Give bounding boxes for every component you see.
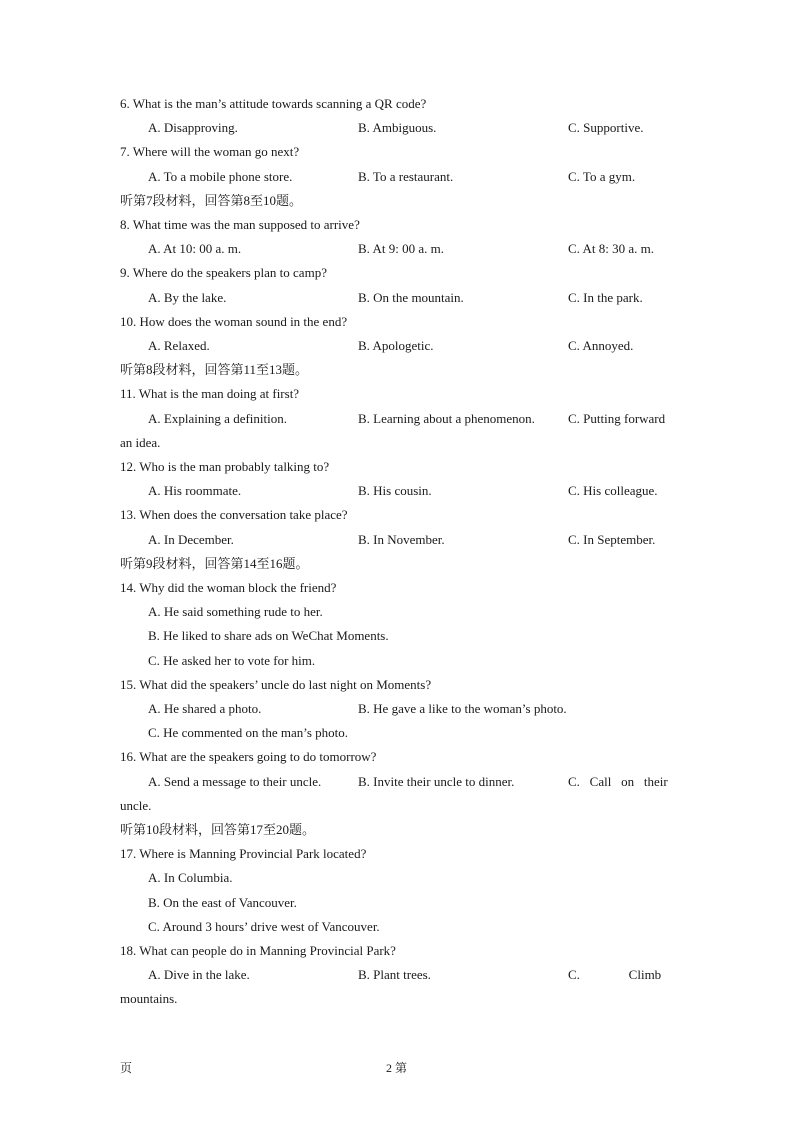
answer-option-c: C. Climb xyxy=(568,967,662,982)
answer-option-c: C. His colleague. xyxy=(568,483,658,498)
answer-option: B. He liked to share ads on WeChat Moments. xyxy=(148,628,389,643)
answer-option-b: B. To a restaurant. xyxy=(358,169,454,184)
answer-option-a: A. At 10: 00 a. m. xyxy=(148,241,242,256)
section-heading: 听第8段材料，回答第11至13题。 xyxy=(120,362,309,377)
answer-option-c: C. At 8: 30 a. m. xyxy=(568,241,654,256)
answer-option-b: B. He gave a like to the woman’s photo. xyxy=(358,701,567,716)
question-text: 13. When does the conversation take place? xyxy=(120,507,348,522)
answer-option-b: B. In November. xyxy=(358,532,445,547)
option-continuation: mountains. xyxy=(120,991,178,1006)
question-text: 8. What time was the man supposed to arrive? xyxy=(120,217,360,232)
question-text: 11. What is the man doing at first? xyxy=(120,386,300,401)
answer-option-b: B. His cousin. xyxy=(358,483,432,498)
question-text: 16. What are the speakers going to do tomorrow? xyxy=(120,749,377,764)
option-continuation: an idea. xyxy=(120,435,161,450)
answer-option-c: C. Call on their xyxy=(568,774,668,789)
answer-option-c: C. In September. xyxy=(568,532,656,547)
question-text: 9. Where do the speakers plan to camp? xyxy=(120,265,327,280)
answer-option-c: C. Putting forward xyxy=(568,411,666,426)
section-heading: 听第9段材料，回答第14至16题。 xyxy=(120,556,309,571)
answer-option-b: B. On the mountain. xyxy=(358,290,464,305)
question-text: 14. Why did the woman block the friend? xyxy=(120,580,337,595)
question-text: 6. What is the man’s attitude towards scanning a QR code? xyxy=(120,96,427,111)
answer-option: A. In Columbia. xyxy=(148,870,233,885)
answer-option-c: C. In the park. xyxy=(568,290,643,305)
answer-option-a: A. Send a message to their uncle. xyxy=(148,774,322,789)
answer-option-b: B. Ambiguous. xyxy=(358,120,437,135)
footer-page-label: 页 xyxy=(120,1061,133,1075)
answer-option-b: B. At 9: 00 a. m. xyxy=(358,241,444,256)
answer-option: C. He commented on the man’s photo. xyxy=(148,725,349,740)
answer-option-b: B. Plant trees. xyxy=(358,967,431,982)
question-text: 10. How does the woman sound in the end? xyxy=(120,314,348,329)
answer-option: B. On the east of Vancouver. xyxy=(148,895,297,910)
section-heading: 听第7段材料，回答第8至10题。 xyxy=(120,193,303,208)
answer-option-b: B. Learning about a phenomenon. xyxy=(358,411,535,426)
answer-option-a: A. To a mobile phone store. xyxy=(148,169,293,184)
option-continuation: uncle. xyxy=(120,798,152,813)
answer-option-b: B. Apologetic. xyxy=(358,338,434,353)
answer-option-a: A. Explaining a definition. xyxy=(148,411,288,426)
question-text: 17. Where is Manning Provincial Park located? xyxy=(120,846,367,861)
answer-option-a: A. Disapproving. xyxy=(148,120,238,135)
answer-option-a: A. Relaxed. xyxy=(148,338,210,353)
answer-option-b: B. Invite their uncle to dinner. xyxy=(358,774,515,789)
question-text: 15. What did the speakers’ uncle do last night on Moments? xyxy=(120,677,432,692)
section-heading: 听第10段材料，回答第17至20题。 xyxy=(120,822,316,837)
question-text: 12. Who is the man probably talking to? xyxy=(120,459,330,474)
answer-option: A. He said something rude to her. xyxy=(148,604,323,619)
answer-option-c: C. To a gym. xyxy=(568,169,636,184)
answer-option-a: A. In December. xyxy=(148,532,234,547)
answer-option-a: A. By the lake. xyxy=(148,290,227,305)
answer-option-a: A. He shared a photo. xyxy=(148,701,262,716)
answer-option: C. He asked her to vote for him. xyxy=(148,653,316,668)
answer-option-c: C. Supportive. xyxy=(568,120,644,135)
question-text: 18. What can people do in Manning Provincial Park? xyxy=(120,943,396,958)
answer-option: C. Around 3 hours’ drive west of Vancouver. xyxy=(148,919,380,934)
answer-option-a: A. His roommate. xyxy=(148,483,242,498)
question-text: 7. Where will the woman go next? xyxy=(120,144,300,159)
footer-page-number: 2 第 xyxy=(386,1061,408,1075)
answer-option-c: C. Annoyed. xyxy=(568,338,634,353)
answer-option-a: A. Dive in the lake. xyxy=(148,967,250,982)
